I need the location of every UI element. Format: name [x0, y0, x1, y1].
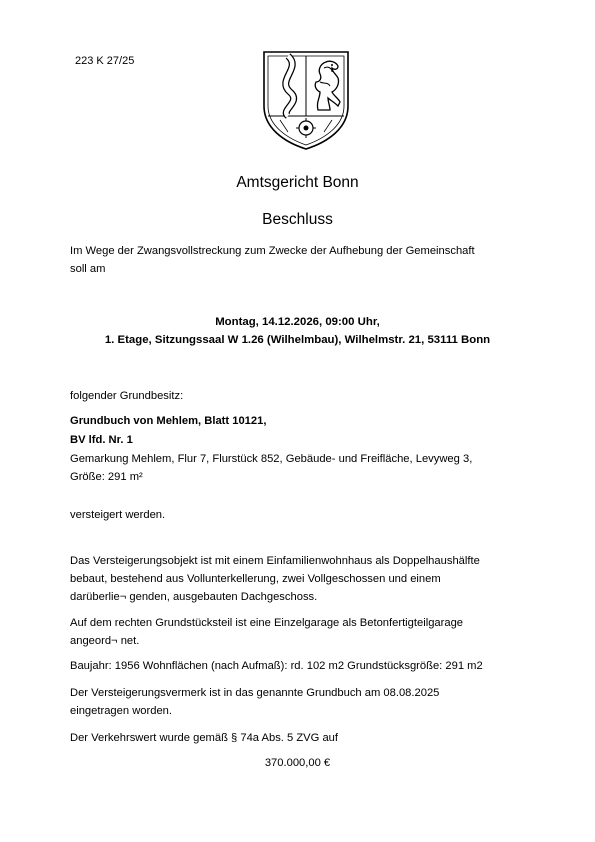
intro-line-1: Im Wege der Zwangsvollstreckung zum Zwecke der Aufhebung der Gemeinschaft [70, 245, 475, 257]
market-value-intro: Der Verkehrswert wurde gemäß § 74a Abs. 5 ZVG auf [70, 732, 339, 744]
garage-line-1: Auf dem rechten Grundstücksteil ist eine Einzelgarage als Betonfertigteilgarage [70, 617, 464, 629]
market-value-amount: 370.000,00 € [264, 757, 331, 769]
court-name: Amtsgericht Bonn [236, 174, 359, 191]
land-register-description-2: Größe: 291 m² [70, 471, 143, 483]
appointment-date: Montag, 14.12.2026, 09:00 Uhr, [215, 316, 380, 328]
property-heading: folgender Grundbesitz: [70, 390, 184, 402]
coat-of-arms-emblem [258, 48, 354, 152]
land-register-item: BV lfd. Nr. 1 [70, 434, 133, 446]
garage-line-2: angeord¬ net. [70, 635, 140, 647]
appointment-location: 1. Etage, Sitzungssaal W 1.26 (Wilhelmbau), Wilhelmstr. 21, 53111 Bonn [104, 334, 491, 346]
land-register-description-1: Gemarkung Mehlem, Flur 7, Flurstück 852, Gebäude- und Freifläche, Levyweg 3, [70, 453, 473, 465]
intro-line-2: soll am [70, 263, 106, 275]
register-note-line-2: eingetragen worden. [70, 705, 173, 717]
register-note-line-1: Der Versteigerungsvermerk ist in das genannte Grundbuch am 08.08.2025 [70, 687, 440, 699]
object-description-line-1: Das Versteigerungsobjekt ist mit einem Einfamilienwohnhaus als Doppelhaushälfte [70, 555, 480, 567]
object-description-line-2: bebaut, bestehend aus Vollunterkellerung, zwei Vollgeschossen und einem [70, 573, 441, 585]
auction-phrase: versteigert werden. [70, 509, 166, 521]
object-description-line-3: darüberlie¬ genden, ausgebauten Dachgeschoss. [70, 591, 318, 603]
document-title: Beschluss [262, 211, 333, 228]
construction-details: Baujahr: 1956 Wohnflächen (nach Aufmaß): rd. 102 m2 Grundstücksgröße: 291 m2 [70, 660, 483, 672]
land-register-title: Grundbuch von Mehlem, Blatt 10121, [70, 415, 267, 427]
file-number: 223 K 27/25 [75, 55, 135, 67]
